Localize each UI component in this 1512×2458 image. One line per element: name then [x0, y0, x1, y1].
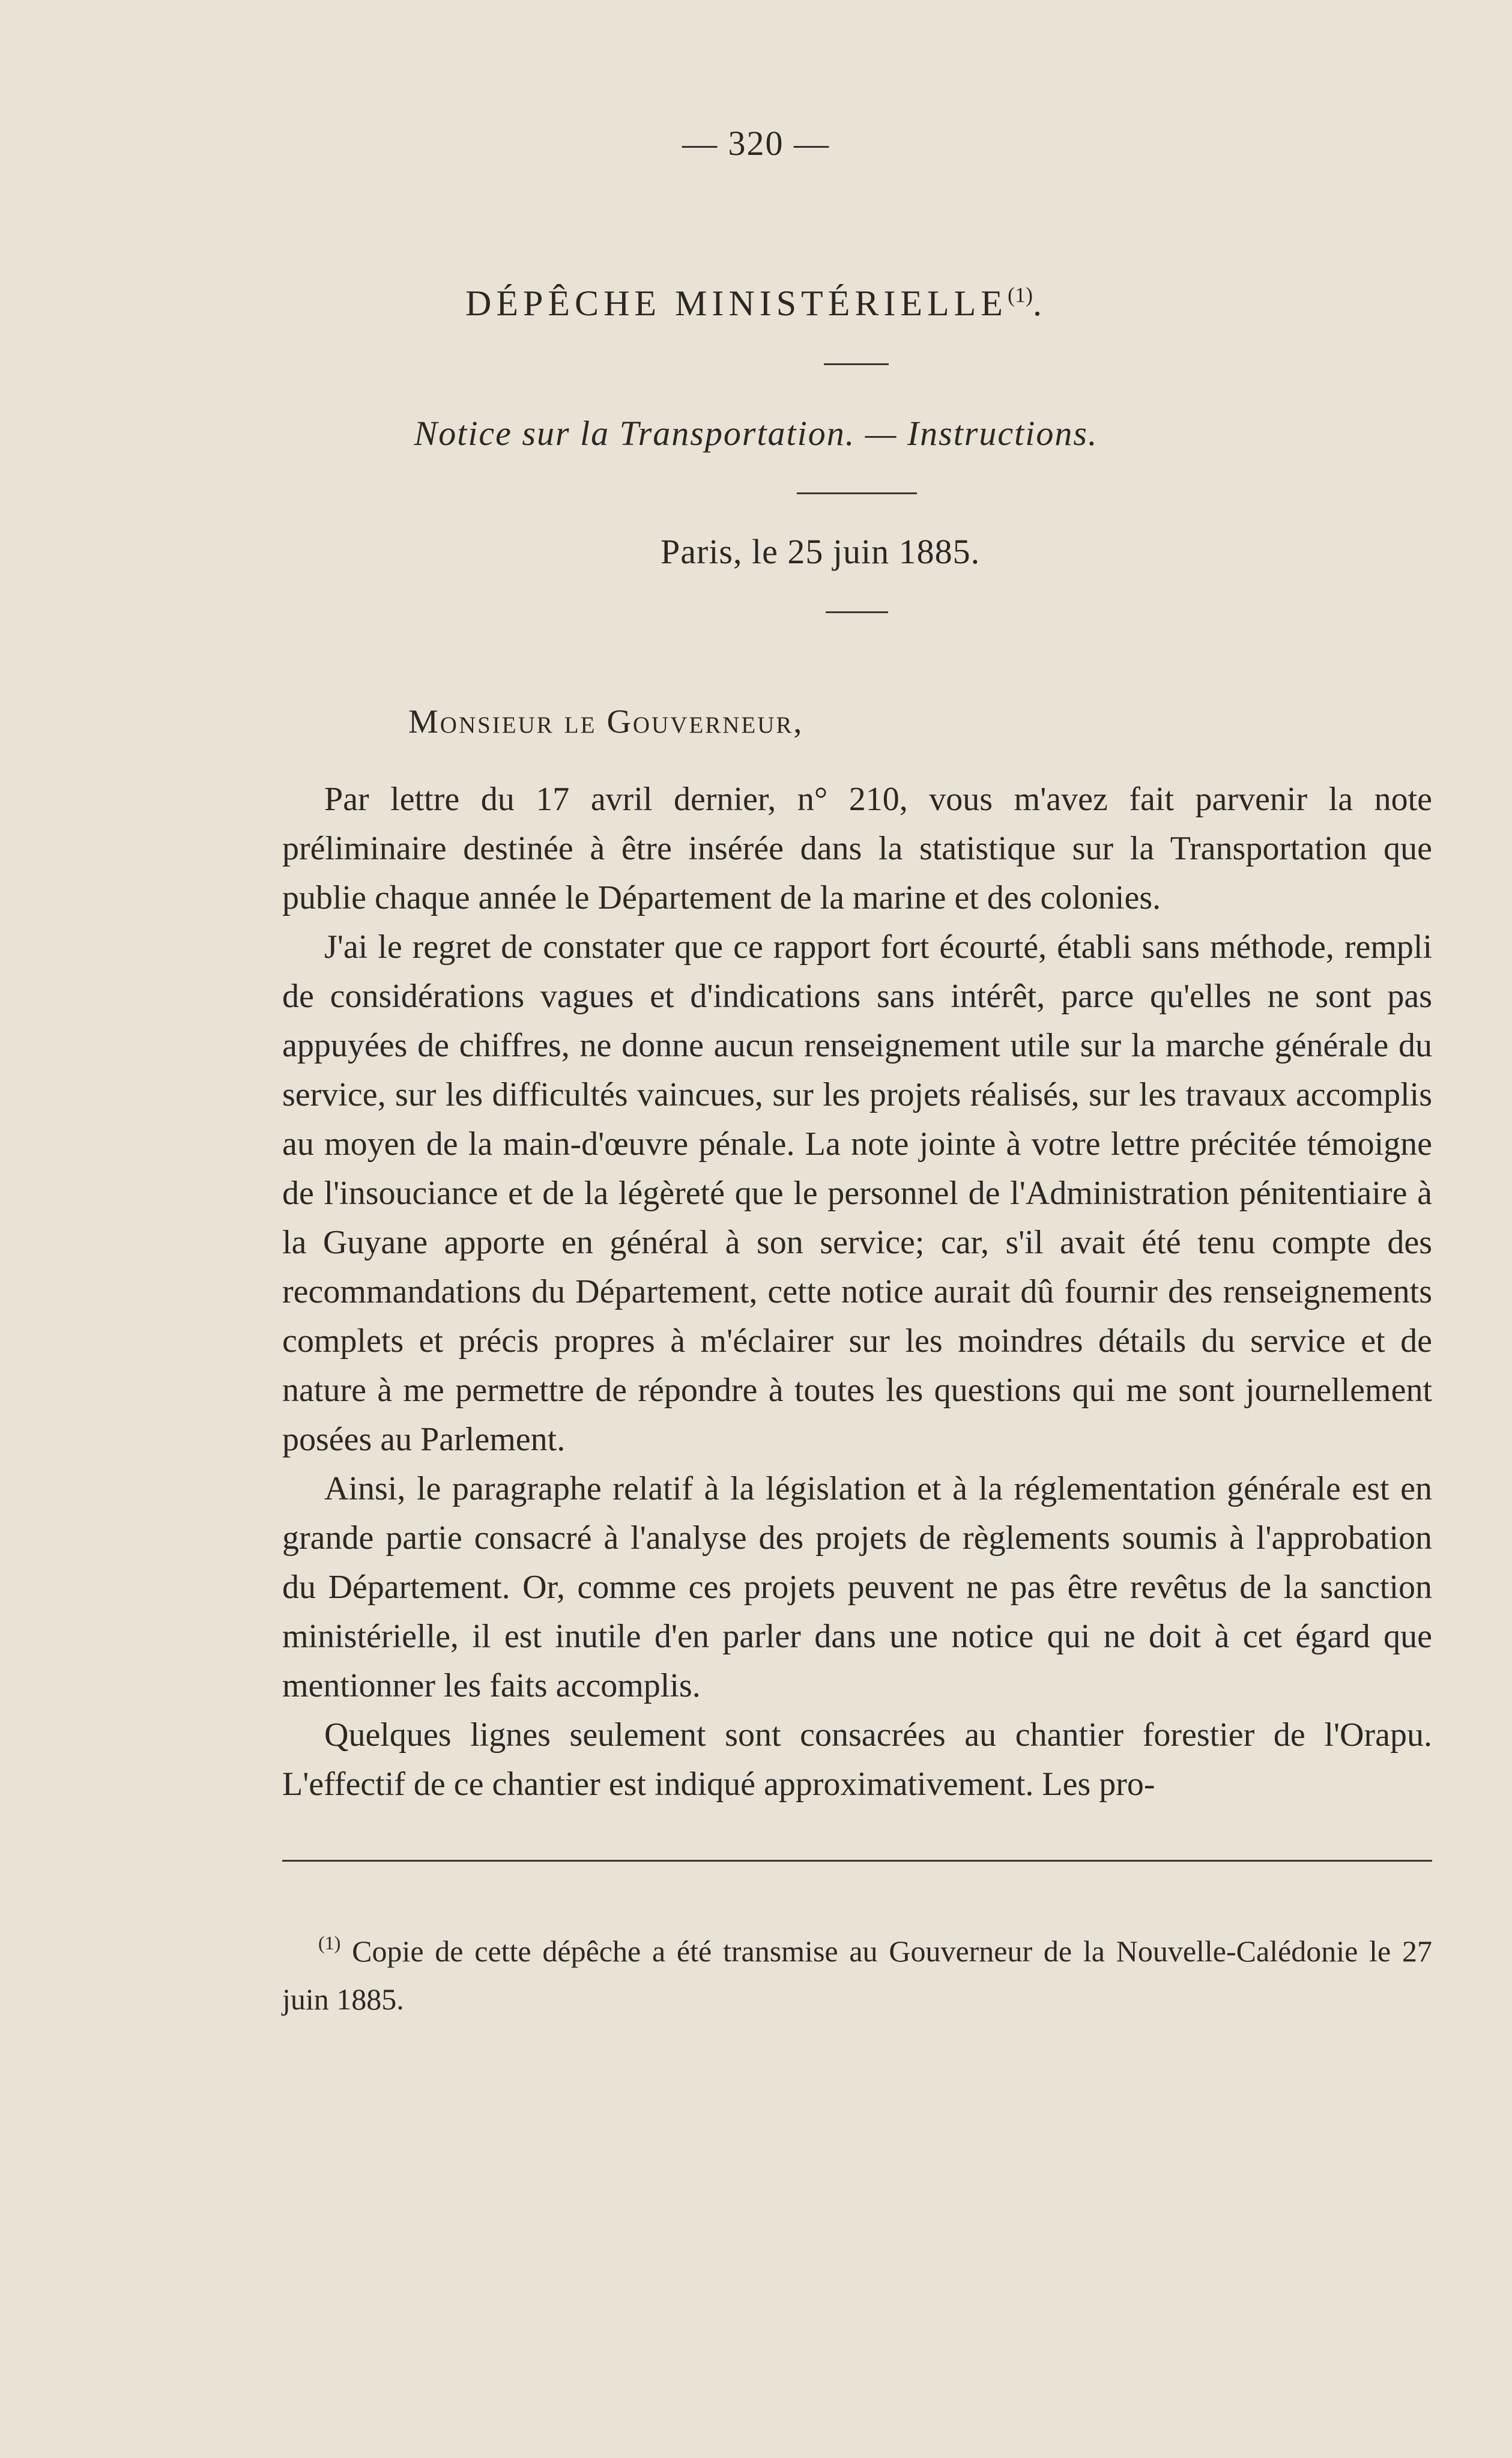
dateline-rule	[826, 611, 888, 613]
document-title	[0, 282, 1512, 324]
title-footnote-marker: (1)	[1007, 283, 1033, 307]
footnote-marker: (1)	[318, 1932, 341, 1954]
document-subtitle: Notice sur la Transportation. — Instructions.	[414, 414, 1098, 453]
paragraph: Par lettre du 17 avril dernier, n° 210, vous m'avez fait parvenir la note préliminaire destinée à être insérée dans la statistique sur la Transportation que publie chaque année le Département de la marine et des colonies.	[282, 781, 1432, 916]
footnote	[282, 1919, 1432, 2023]
title-rule	[824, 363, 889, 365]
title-text: DÉPÊCHE MINISTÉRIELLE	[465, 283, 1008, 323]
paragraph: Ainsi, le paragraphe relatif à la législation et à la réglementation générale est en grande partie consacré à l'analyse des projets de règlements soumis à l'approbation du Département. Or, comme ces projets peuvent ne pas être revêtus de la sanction ministérielle, il est inutile d'en parler dans une notice qui ne doit à cet égard que mentionner les faits accomplis.	[282, 1470, 1432, 1704]
title-period: .	[1032, 283, 1047, 323]
letter-body	[282, 775, 1432, 1809]
footnote-text: Copie de cette dépêche a été transmise au Gouverneur de la Nouvelle-Calédonie le 27 juin 1885.	[282, 1934, 1432, 2016]
subtitle-rule	[797, 492, 917, 494]
page-number: — 320 —	[682, 124, 830, 163]
footnote-separator	[282, 1860, 1432, 1862]
dateline: Paris, le 25 juin 1885.	[661, 532, 981, 571]
salutation: Monsieur le Gouverneur,	[408, 703, 804, 740]
paragraph: Quelques lignes seulement sont consacrées au chantier forestier de l'Orapu. L'effectif de ce chantier est indiqué approximativement. Les pro-	[282, 1716, 1432, 1803]
paragraph: J'ai le regret de constater que ce rapport fort écourté, établi sans méthode, rempli de considérations vagues et d'indications sans intérêt, parce qu'elles ne sont pas appuyées de chiffres, ne donne aucun renseignement utile sur la marche générale du service, sur les difficultés vaincues, sur les projets réalisés, sur les travaux accomplis au moyen de la main-d'œuvre pénale. La note jointe à votre lettre précitée témoigne de l'insouciance et de la légèreté que le personnel de l'Administration pénitentiaire à la Guyane apporte en général à son service; car, s'il avait été tenu compte des recommandations du Département, cette notice aurait dû fournir des renseignements complets et précis propres à m'éclairer sur les moindres détails du service et de nature à me permettre de répondre à toutes les questions qui me sont journellement posées au Parlement.	[282, 928, 1432, 1458]
